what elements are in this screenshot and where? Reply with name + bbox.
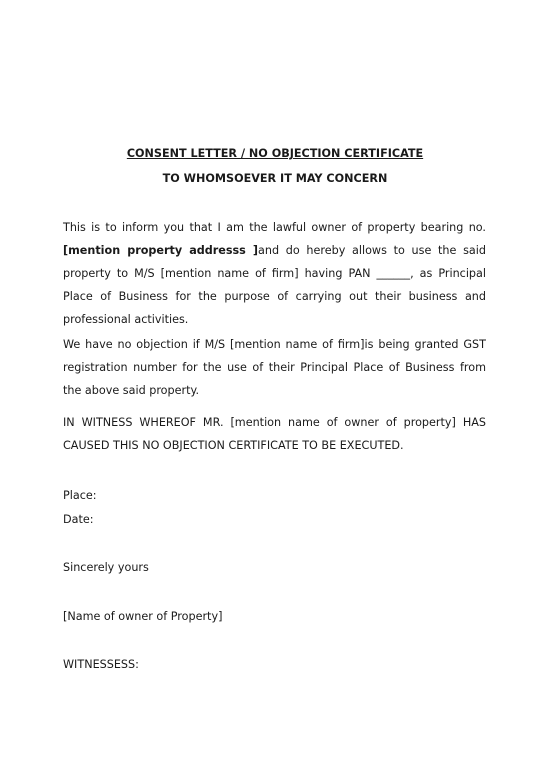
property-address-placeholder: [mention property addresss ] [63,244,258,257]
paragraph-ownership-part1: This is to inform you that I am the lawful owner of property bearing no. [63,221,486,234]
document-subtitle: TO WHOMSOEVER IT MAY CONCERN [162,172,388,185]
document-title-text: CONSENT LETTER / NO OBJECTION CERTIFICATE [126,147,424,160]
document-title [0,147,550,160]
paragraph-witness-clause: IN WITNESS WHEREOF MR. [mention name of owner of property] HAS CAUSED THIS NO OBJECTION CERTIFICATE TO BE EXECUTED. [63,416,486,452]
place-label: Place: [63,489,97,502]
paragraph-no-objection: We have no objection if M/S [mention name of firm]is being granted GST registration number for the use of their Principal Place of Business from the above said property. [63,338,486,397]
paragraph-ownership-part2: and do hereby allows to use the said property to M/S [mention name of firm] having PAN ______, as Principal Place of Business for the purpose of carrying out their business and professional activities. [63,244,486,326]
date-label: Date: [63,513,94,526]
witnesses-label: WITNESSESS: [63,658,139,671]
paragraph-ownership [63,216,486,331]
owner-name-placeholder: [Name of owner of Property] [63,610,223,623]
closing-line: Sincerely yours [63,561,149,574]
